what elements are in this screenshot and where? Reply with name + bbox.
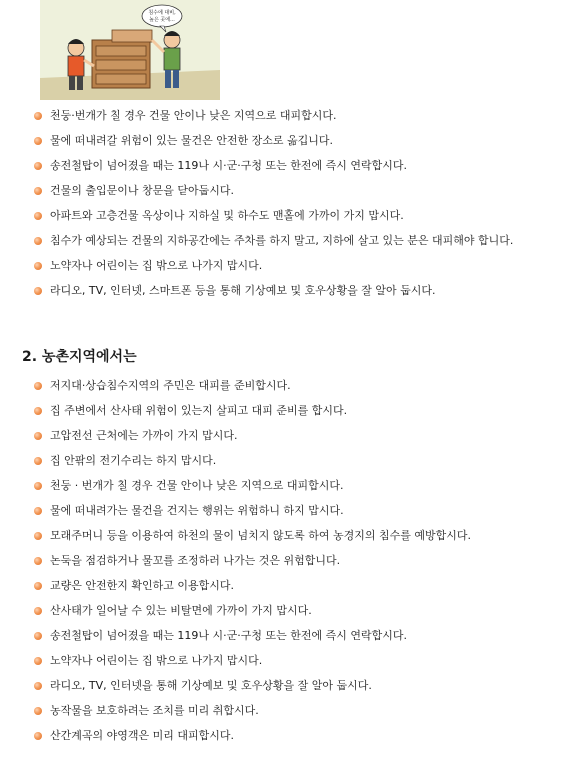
list-item [33,653,573,669]
speech-bubble-line1: 침수에 대비, [148,10,176,16]
bullet-icon [34,407,42,415]
bullet-icon [34,162,42,170]
list-item [33,678,573,694]
bullet-icon [34,112,42,120]
list-item-text: 천둥 · 번개가 칠 경우 건물 안이나 낮은 지역으로 대피합시다. [50,479,344,492]
list-item [33,428,573,444]
list-item [33,378,573,394]
list-item-text: 집 주변에서 산사태 위험이 있는지 살피고 대피 준비를 합시다. [50,404,348,417]
list-item-text: 천둥·번개가 칠 경우 건물 안이나 낮은 지역으로 대피합시다. [50,109,337,122]
list-item [33,208,573,224]
bullet-icon [34,557,42,565]
list-item-text: 논둑을 점검하거나 물꼬를 조정하러 나가는 것은 위험합니다. [50,554,341,567]
list-item [33,183,573,199]
list-item [33,478,573,494]
list-item [33,578,573,594]
list-item-text: 산간계곡의 야영객은 미리 대피합시다. [50,729,235,742]
section2-list [33,378,573,753]
list-item [33,403,573,419]
list-item-text: 건물의 출입문이나 창문을 닫아둡시다. [50,184,235,197]
bullet-icon [34,482,42,490]
bullet-icon [34,137,42,145]
list-item-text: 노약자나 어린이는 집 밖으로 나가지 맙시다. [50,654,263,667]
list-item-text: 송전철탑이 넘어졌을 때는 119나 시·군·구청 또는 한전에 즉시 연락합시다. [50,629,407,642]
list-item-text: 라디오, TV, 인터넷을 통해 기상예보 및 호우상황을 잘 알아 둡시다. [50,679,372,692]
bullet-icon [34,657,42,665]
speech-bubble-line2: 높은 곳에... [149,17,175,23]
list-item-text: 농작물을 보호하려는 조치를 미리 취합시다. [50,704,259,717]
list-item [33,133,573,149]
bullet-icon [34,582,42,590]
bullet-icon [34,262,42,270]
list-item-text: 침수가 예상되는 건물의 지하공간에는 주차를 하지 말고, 지하에 살고 있는 분은 대피해야 합니다. [50,234,514,247]
list-item [33,258,573,274]
list-item [33,628,573,644]
list-item-text: 물에 떠내려가는 물건을 건지는 행위는 위험하니 하지 맙시다. [50,504,344,517]
section2-title: 2. 농촌지역에서는 [22,349,137,365]
bullet-icon [34,187,42,195]
bullet-icon [34,432,42,440]
list-item [33,283,573,299]
list-item-text: 집 안팎의 전기수리는 하지 맙시다. [50,454,217,467]
illustration-moving-furniture [40,0,220,100]
list-item-text: 송전철탑이 넘어졌을 때는 119나 시·군·구청 또는 한전에 즉시 연락합시다. [50,159,407,172]
list-item-text: 모래주머니 등을 이용하여 하천의 물이 넘치지 않도록 하여 농경지의 침수를 예방합시다. [50,529,471,542]
list-item [33,108,573,124]
illustration-svg [40,0,220,100]
bullet-icon [34,732,42,740]
list-item-text: 고압전선 근처에는 가까이 가지 맙시다. [50,429,238,442]
list-item [33,158,573,174]
list-item-text: 저지대·상습침수지역의 주민은 대피를 준비합시다. [50,379,291,392]
list-item [33,453,573,469]
list-item-text: 교량은 안전한지 확인하고 이용합시다. [50,579,235,592]
list-item [33,528,573,544]
list-item [33,703,573,719]
bullet-icon [34,287,42,295]
bullet-icon [34,507,42,515]
list-item [33,603,573,619]
list-item [33,233,573,249]
bullet-icon [34,212,42,220]
bullet-icon [34,457,42,465]
list-item [33,503,573,519]
list-item-text: 산사태가 일어날 수 있는 비탈면에 가까이 가지 맙시다. [50,604,312,617]
bullet-icon [34,382,42,390]
bullet-icon [34,237,42,245]
list-item [33,728,573,744]
list-item-text: 라디오, TV, 인터넷, 스마트폰 등을 통해 기상예보 및 호우상황을 잘 알아 둡시다. [50,284,436,297]
bullet-icon [34,707,42,715]
list-item [33,553,573,569]
bullet-icon [34,682,42,690]
list-item-text: 물에 떠내려갈 위험이 있는 물건은 안전한 장소로 옮깁니다. [50,134,333,147]
bullet-icon [34,532,42,540]
section1-list [33,108,573,308]
list-item-text: 아파트와 고층건물 옥상이나 지하실 및 하수도 맨홀에 가까이 가지 맙시다. [50,209,404,222]
bullet-icon [34,607,42,615]
list-item-text: 노약자나 어린이는 집 밖으로 나가지 맙시다. [50,259,263,272]
bullet-icon [34,632,42,640]
